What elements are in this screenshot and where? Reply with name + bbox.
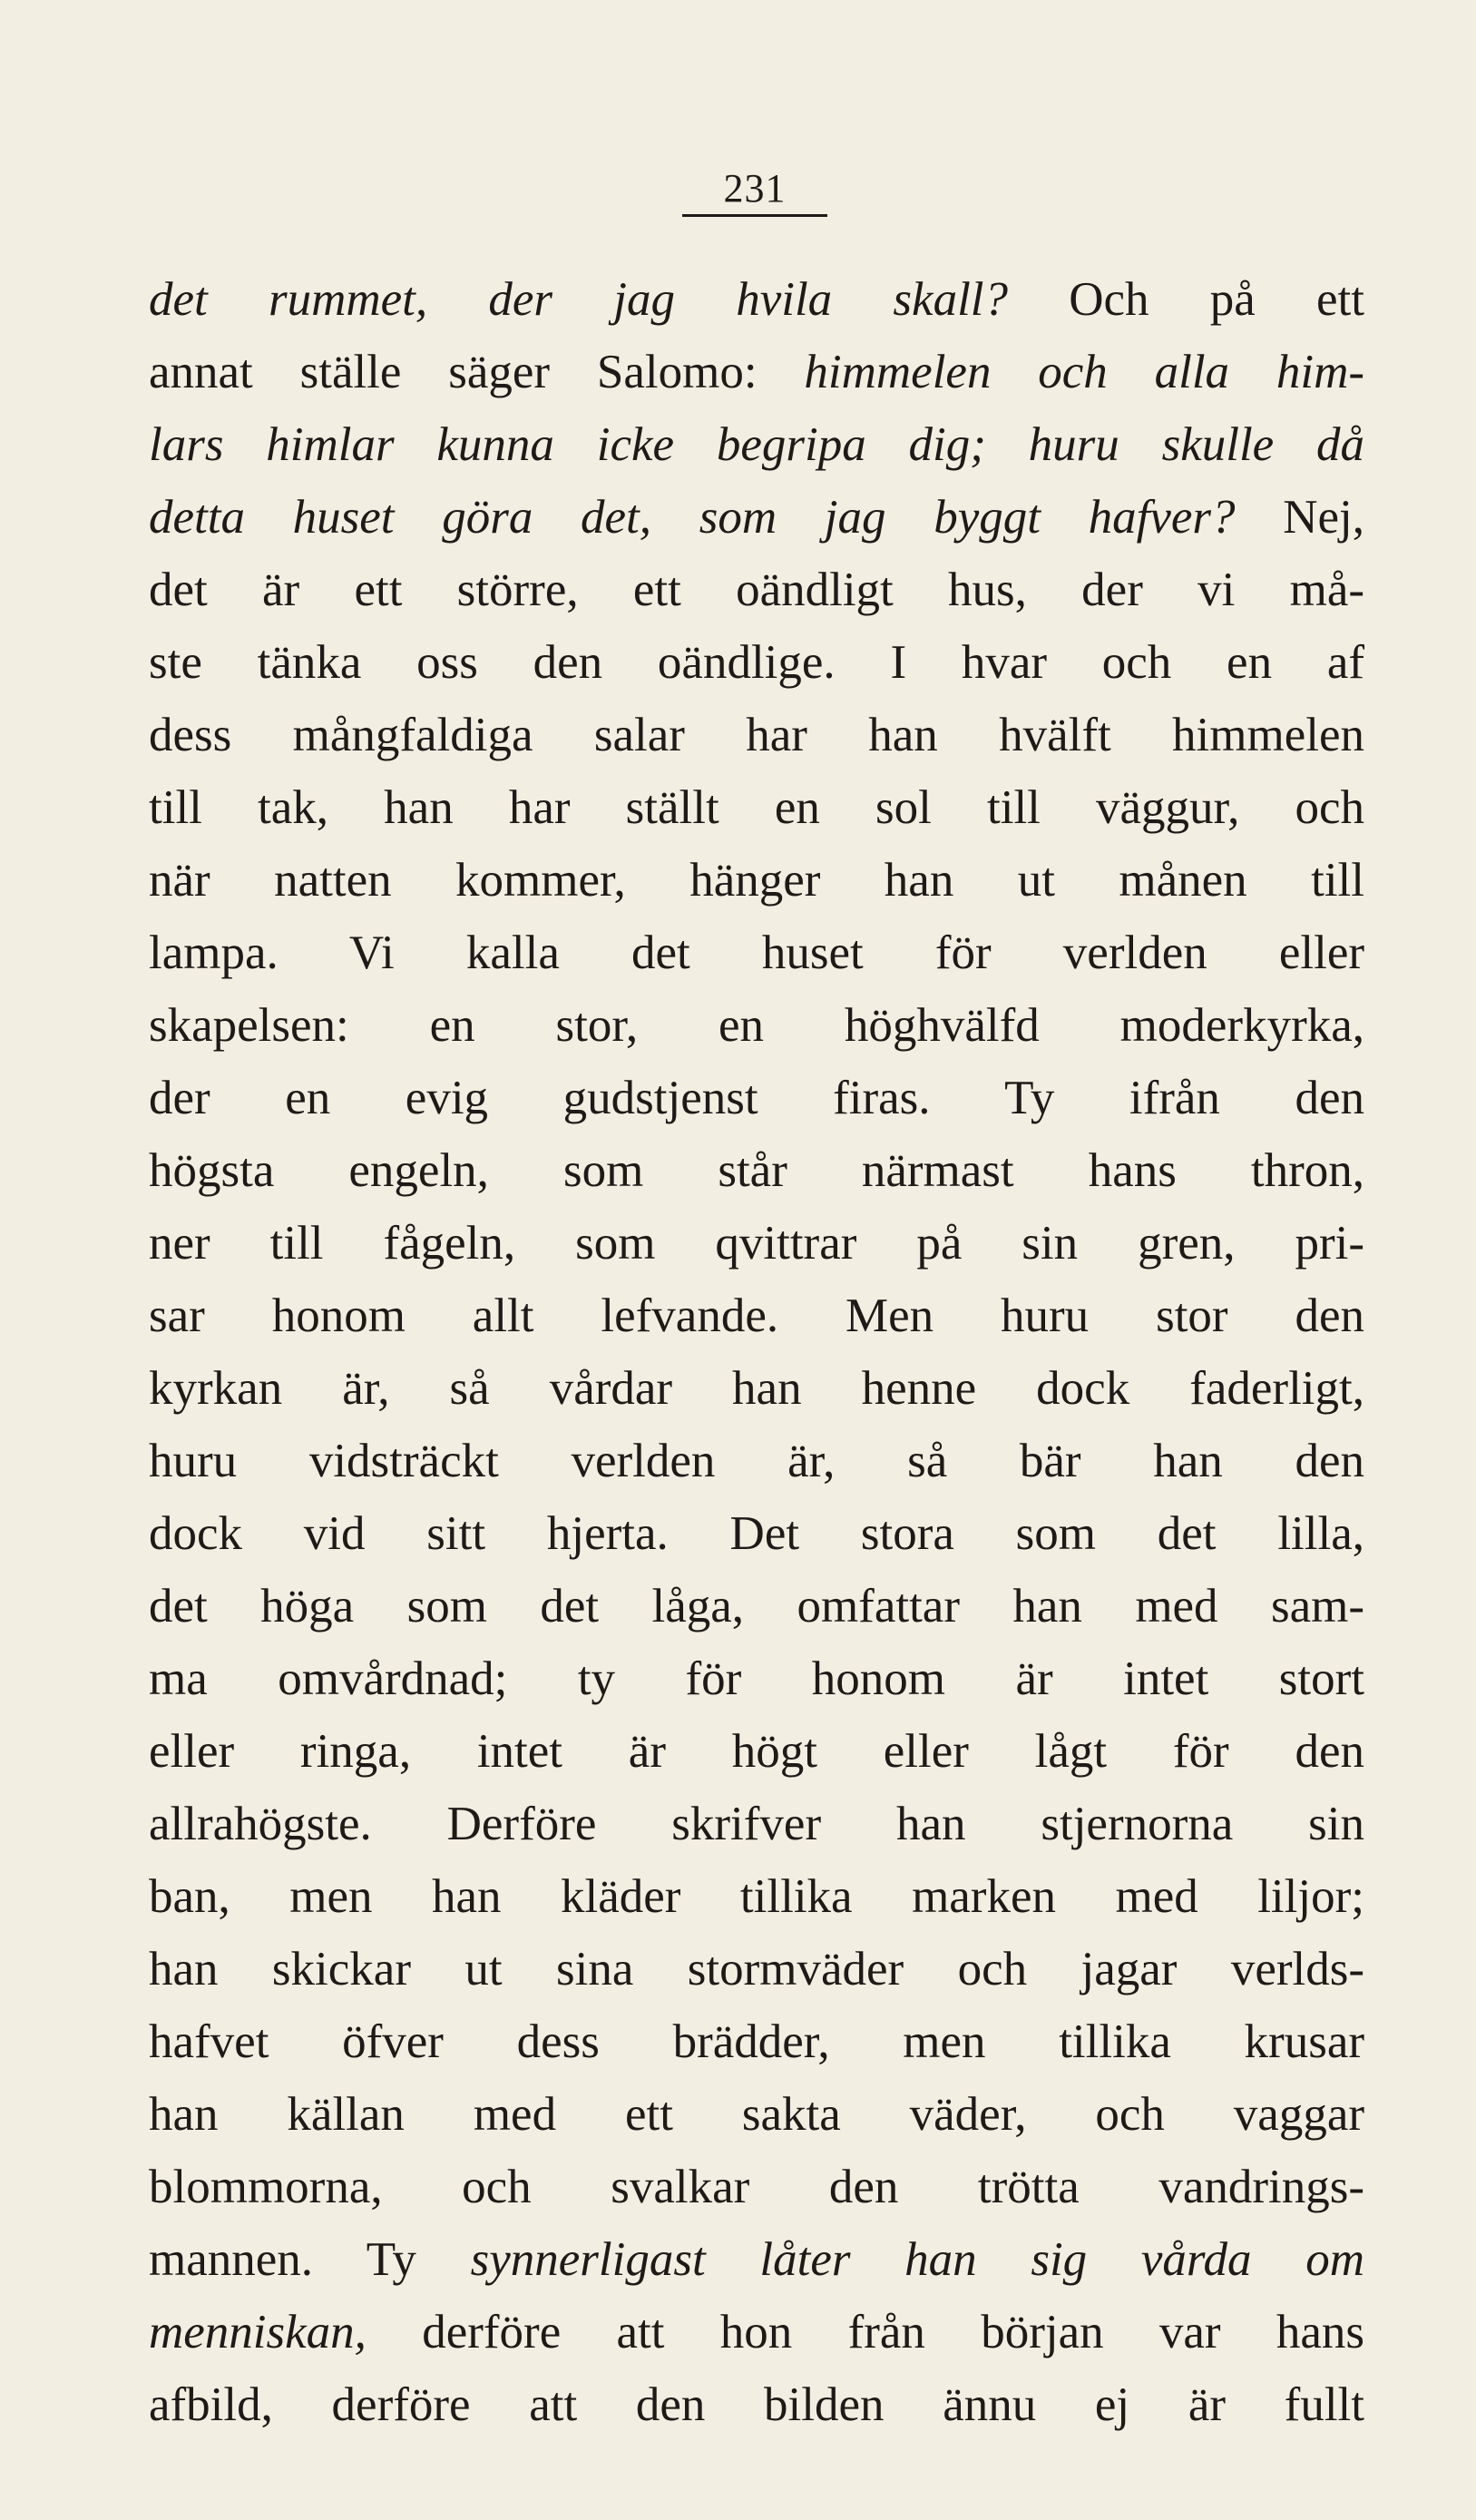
text-segment: derföre att hon från början var hans: [366, 2306, 1364, 2358]
text-segment: blommorna, och svalkar den trötta vandrings-: [149, 2161, 1364, 2213]
italic-text: menniskan,: [149, 2306, 367, 2358]
italic-text: himmelen och alla him-: [804, 346, 1365, 398]
text-line: [149, 554, 1364, 626]
text-segment: afbild, derföre att den bilden ännu ej är fullt: [149, 2378, 1364, 2431]
text-line: [149, 1280, 1364, 1352]
text-segment: det höga som det låga, omfattar han med sam-: [149, 1580, 1364, 1633]
italic-text: lars himlar kunna icke begripa dig; huru skulle då: [149, 418, 1364, 471]
text-line: [149, 989, 1364, 1062]
text-line: [149, 917, 1364, 989]
text-line: [149, 771, 1364, 844]
text-segment: Och på ett: [1008, 273, 1364, 326]
text-line: [149, 1715, 1364, 1788]
text-segment: kyrkan är, så vårdar han henne dock faderligt,: [149, 1362, 1364, 1415]
text-line: [149, 1497, 1364, 1570]
text-line: [149, 408, 1364, 481]
text-segment: det är ett större, ett oändligt hus, der vi må-: [149, 564, 1364, 616]
text-segment: sar honom allt lefvande. Men huru stor den: [149, 1289, 1364, 1342]
text-line: [149, 1062, 1364, 1134]
text-segment: han skickar ut sina stormväder och jagar verlds-: [149, 1943, 1364, 1995]
text-line: [149, 263, 1364, 336]
text-segment: ma omvårdnad; ty för honom är intet stort: [149, 1652, 1364, 1705]
text-segment: hafvet öfver dess brädder, men tillika krusar: [149, 2015, 1364, 2068]
italic-text: det rummet, der jag hvila skall?: [149, 273, 1009, 326]
text-line: [149, 1425, 1364, 1497]
text-line: [149, 844, 1364, 917]
text-segment: han källan med ett sakta väder, och vaggar: [149, 2088, 1364, 2141]
text-segment: dess mångfaldiga salar har han hvälft himmelen: [149, 709, 1364, 761]
text-segment: der en evig gudstjenst firas. Ty ifrån den: [149, 1072, 1364, 1124]
text-line: [149, 2223, 1364, 2296]
text-segment: ner till fågeln, som qvittrar på sin gren, pri-: [149, 1217, 1364, 1270]
italic-text: detta huset göra det, som jag byggt hafver?: [149, 491, 1236, 544]
text-segment: till tak, han har ställt en sol till väggur, och: [149, 781, 1364, 834]
text-line: [149, 1933, 1364, 2005]
text-line: [149, 2296, 1364, 2368]
text-line: [149, 1788, 1364, 1860]
text-line: [149, 2005, 1364, 2078]
text-line: [149, 336, 1364, 408]
text-line: [149, 1134, 1364, 1207]
text-segment: när natten kommer, hänger han ut månen till: [149, 854, 1364, 907]
page-number-rule: [682, 214, 827, 217]
text-line: [149, 1860, 1364, 1933]
text-line: [149, 2368, 1364, 2441]
text-segment: dock vid sitt hjerta. Det stora som det lilla,: [149, 1507, 1364, 1560]
text-segment: Nej,: [1235, 491, 1364, 544]
text-segment: skapelsen: en stor, en höghvälfd moderkyrka,: [149, 999, 1364, 1052]
text-line: [149, 481, 1364, 554]
page-number: 231: [723, 166, 787, 211]
body-text: [149, 263, 1364, 2441]
text-segment: eller ringa, intet är högt eller lågt för den: [149, 1725, 1364, 1778]
text-segment: ban, men han kläder tillika marken med liljor;: [149, 1870, 1364, 1923]
text-line: [149, 626, 1364, 699]
text-segment: huru vidsträckt verlden är, så bär han den: [149, 1435, 1364, 1487]
text-segment: annat ställe säger Salomo:: [149, 346, 805, 398]
italic-text: synnerligast låter han sig vårda om: [470, 2233, 1364, 2286]
text-line: [149, 1207, 1364, 1280]
text-line: [149, 2151, 1364, 2223]
text-line: [149, 2078, 1364, 2151]
text-segment: mannen. Ty: [149, 2233, 471, 2286]
text-line: [149, 1642, 1364, 1715]
text-line: [149, 699, 1364, 771]
text-segment: ste tänka oss den oändlige. I hvar och en af: [149, 636, 1364, 689]
text-segment: högsta engeln, som står närmast hans thron,: [149, 1144, 1364, 1197]
text-segment: allrahögste. Derföre skrifver han stjernorna sin: [149, 1798, 1364, 1850]
text-line: [149, 1570, 1364, 1642]
text-segment: lampa. Vi kalla det huset för verlden eller: [149, 927, 1364, 979]
text-line: [149, 1352, 1364, 1425]
